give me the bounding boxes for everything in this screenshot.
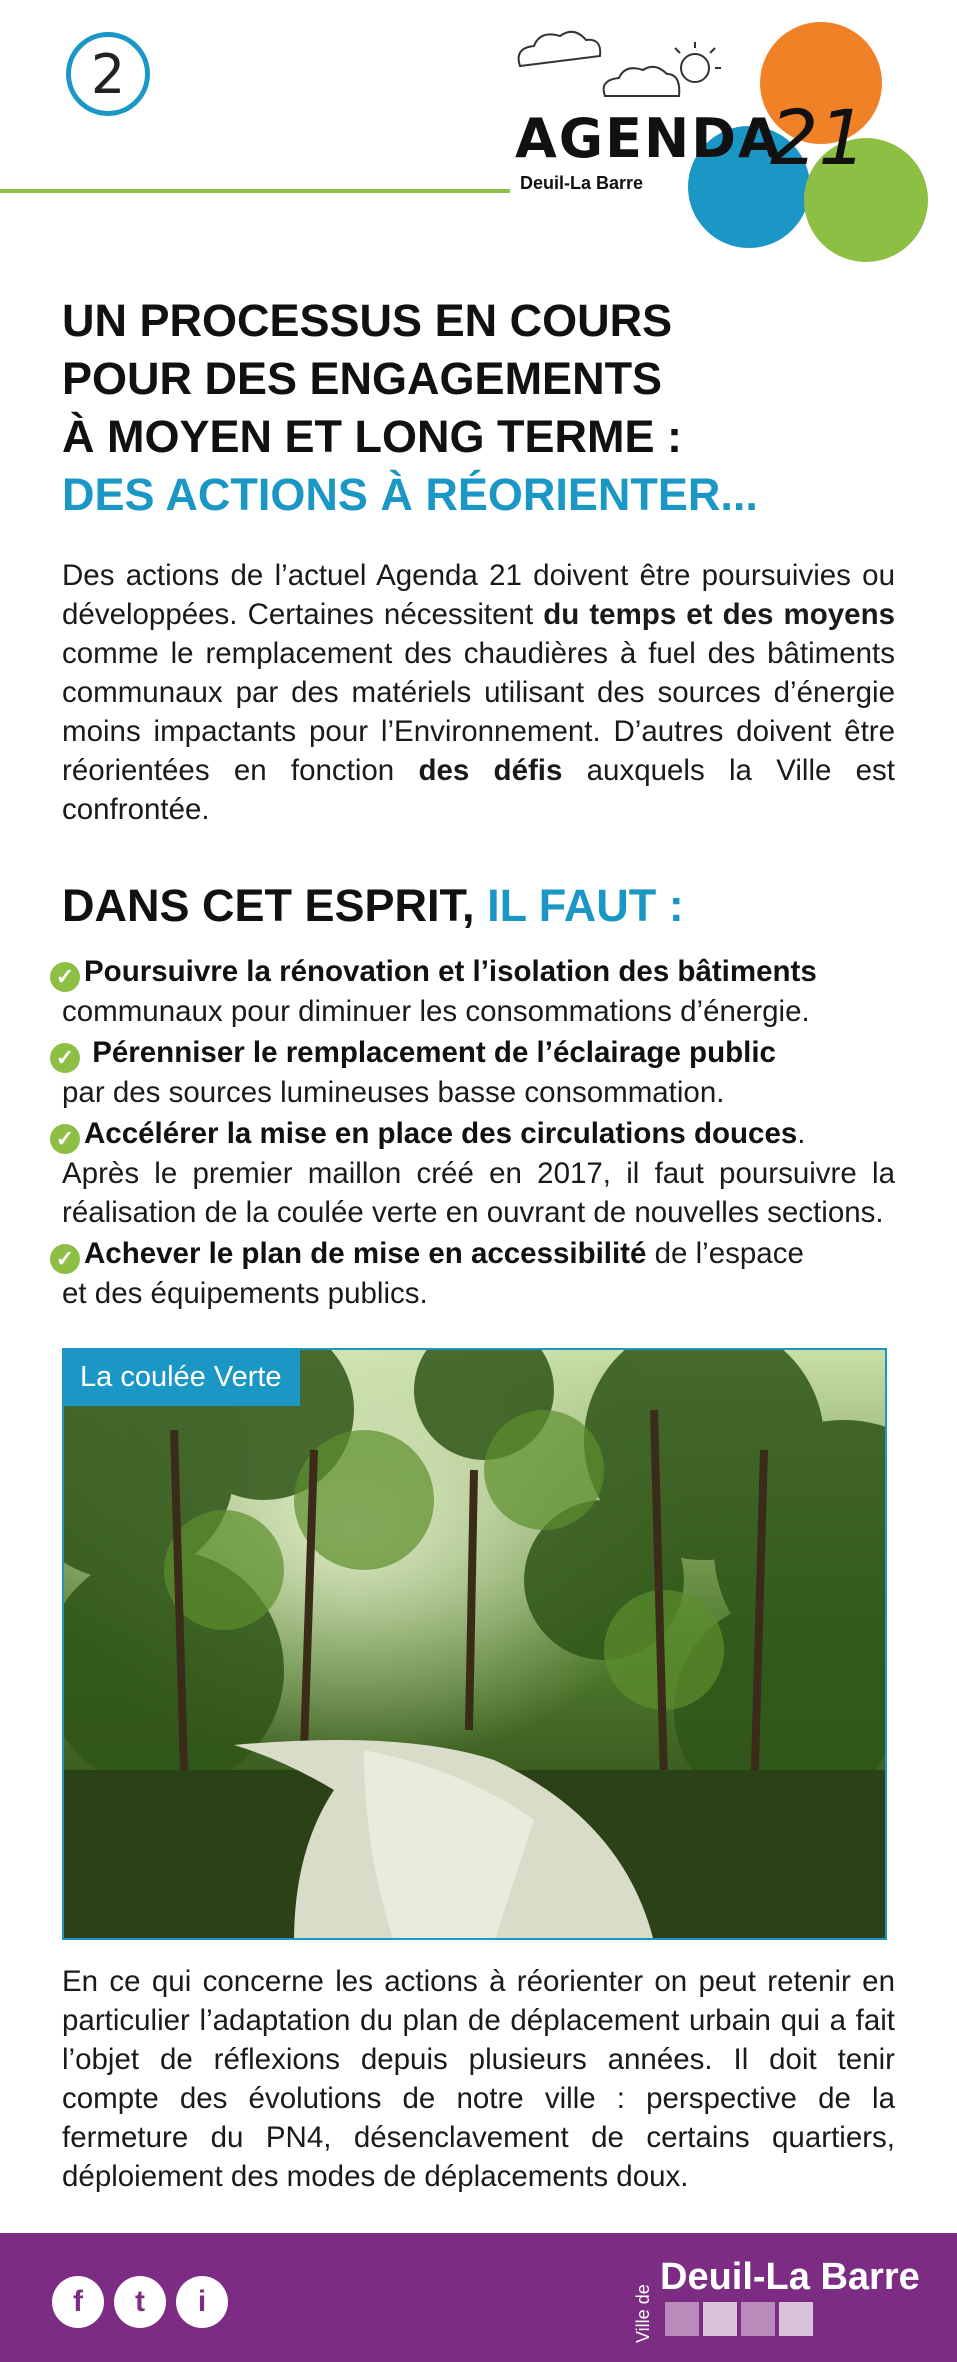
page-title: UN PROCESSUS EN COURS POUR DES ENGAGEMENTS À MOYEN ET LONG TERME : DES ACTIONS À RÉORIENTER...	[62, 295, 758, 520]
list-item: ✓ Pérenniser le remplacement de l’éclairage public par des sources lumineuses basse consommation.	[50, 1033, 895, 1112]
check-icon: ✓	[50, 1244, 80, 1274]
action-list	[50, 952, 895, 1315]
crest-icon	[665, 2302, 699, 2336]
list-item: ✓ Achever le plan de mise en accessibilité de l’espace et des équipements publics.	[50, 1234, 895, 1313]
twitter-icon[interactable]: t	[114, 2276, 166, 2328]
page-number: 2	[66, 32, 150, 116]
ville-de-label: Ville de	[633, 2284, 653, 2343]
agenda-logo-number: 21	[770, 93, 867, 182]
city-brand: Deuil-La Barre	[660, 2256, 920, 2298]
section-heading: DANS CET ESPRIT, IL FAUT :	[62, 880, 684, 931]
header-divider	[0, 189, 510, 193]
agenda-logo-title: AGENDA	[515, 107, 782, 170]
outro-paragraph: En ce qui concerne les actions à réorienter on peut retenir en particulier l’adaptation du plan de déplacement urbain qui a fait l’objet de réflexions depuis plusieurs années. Il doit tenir compte des évolutions de notre ville : perspective de la fermeture du PN4, désenclavement de certains quartiers, déploiement des modes de déplacements doux.	[62, 1965, 895, 2193]
intro-paragraph: Des actions de l’actuel Agenda 21 doivent être poursuivies ou développées. Certaines nécessitent du temps et des moyens comme le remplacement des chaudières à fuel des bâtiments communaux par des matériels utilisant des sources d’énergie moins impactants pour l’Environnement. D’autres doivent être réorientées en fonction des défis auxquels la Ville est confrontée.	[62, 559, 895, 826]
check-icon: ✓	[50, 1124, 80, 1154]
facebook-icon[interactable]: f	[52, 2276, 104, 2328]
clouds-sun-icon	[510, 18, 740, 108]
agenda-logo-subtitle: Deuil-La Barre	[520, 173, 644, 193]
crest-icon	[779, 2302, 813, 2336]
list-item: ✓ Accélérer la mise en place des circulations douces. Après le premier maillon créé en 2017, il faut poursuivre la réalisation de la coulée verte en ouvrant de nouvelles sections.	[50, 1114, 895, 1232]
check-icon: ✓	[50, 1043, 80, 1073]
forest-path-image	[64, 1350, 887, 1940]
crest-icon	[741, 2302, 775, 2336]
coulee-verte-photo	[62, 1348, 887, 1940]
check-icon: ✓	[50, 962, 80, 992]
list-item: ✓ Poursuivre la rénovation et l’isolation des bâtiments communaux pour diminuer les consommations d’énergie.	[50, 952, 895, 1031]
instagram-icon[interactable]: i	[176, 2276, 228, 2328]
photo-caption: La coulée Verte	[62, 1348, 300, 1406]
crest-icon	[703, 2302, 737, 2336]
